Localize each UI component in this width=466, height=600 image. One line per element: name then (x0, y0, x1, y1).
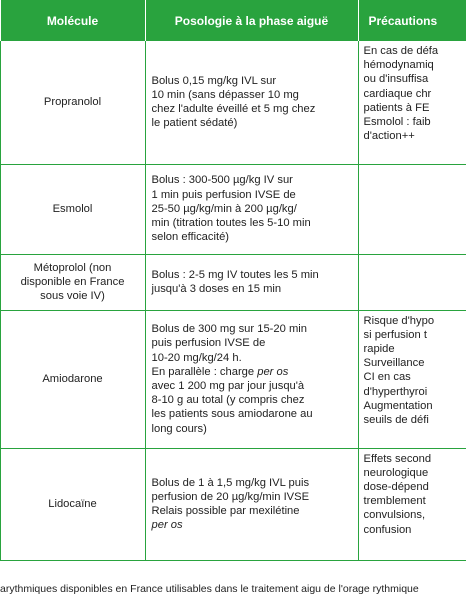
cell-line: Lidocaïne (48, 497, 97, 510)
precautions-cell (358, 164, 466, 254)
cell-line: 1 min puis perfusion IVSE de (151, 188, 296, 201)
dosage-cell (145, 254, 358, 310)
cell-line: Esmolol : faib (363, 116, 431, 129)
cell-line: Bolus 0,15 mg/kg IVL sur (151, 74, 277, 87)
precautions-cell (358, 254, 466, 310)
cell-line: Surveillance (363, 357, 425, 370)
header-molecule: Molécule (0, 0, 145, 41)
precautions-cell (358, 448, 466, 560)
cell-line: cardiaque chr (363, 87, 432, 100)
table-row (0, 448, 466, 560)
cell-line: Risque d'hypo (363, 314, 435, 327)
cell-line: tremblement (363, 495, 426, 508)
table-body (0, 41, 466, 560)
cell-line: Bolus : 2-5 mg IV toutes les 5 min (151, 268, 319, 281)
cell-line: Bolus de 1 à 1,5 mg/kg IVL puis (151, 476, 310, 489)
table-row (0, 41, 466, 164)
cell-line: min (titration toutes les 5-10 min (151, 217, 311, 230)
header-dosage: Posologie à la phase aiguë (145, 0, 358, 41)
cell-line: perfusion de 20 µg/kg/min IVSE (151, 490, 310, 503)
cell-line: puis perfusion IVSE de (151, 337, 266, 350)
cell-line: ou d'insuffisa (363, 73, 429, 86)
molecule-cell (0, 310, 145, 448)
cell-line: le patient sédaté) (151, 117, 238, 130)
table-header-row (0, 0, 466, 41)
dosage-cell (145, 448, 358, 560)
cell-line: si perfusion t (363, 328, 427, 341)
dosage-cell (145, 164, 358, 254)
cell-line: selon efficacité) (151, 231, 230, 244)
cell-line: seuils de défi (363, 413, 429, 426)
cell-line: neurologique (363, 466, 429, 479)
molecule-cell (0, 164, 145, 254)
cell-line: les patients sous amiodarone au (151, 408, 313, 421)
cell-line: Esmolol (52, 202, 93, 215)
cell-line (152, 518, 352, 532)
table-caption: arythmiques disponibles en France utilisables dans le traitement aigu de l'orage rythmique (0, 583, 419, 595)
molecule-cell (0, 448, 145, 560)
italic-text: per os (257, 365, 289, 378)
cell-line: hémodynamiq (363, 59, 434, 72)
cell-line: En parallèle : charge per os (151, 365, 289, 378)
cell-line: Propranolol (43, 96, 102, 109)
cell-line: 8-10 g au total (y compris chez (151, 394, 305, 407)
molecule-cell (0, 254, 145, 310)
cell-line: Métoprolol (non (33, 261, 112, 274)
cell-line: confusion (363, 523, 412, 536)
table-row (0, 310, 466, 448)
cell-line: d'action++ (363, 130, 415, 143)
cell-line: Bolus de 300 mg sur 15-20 min (151, 323, 307, 336)
cell-line: Augmentation (363, 399, 433, 412)
cell-line: patients à FE (363, 101, 430, 114)
cell-line: CI en cas (363, 371, 411, 384)
cell-line: chez l'adulte éveillé et 5 mg chez (151, 103, 316, 116)
dosage-cell (145, 41, 358, 164)
cell-line: avec 1 200 mg par jour jusqu'à (151, 380, 305, 392)
cell-line: 10-20 mg/kg/24 h. (151, 351, 242, 364)
header-precautions: Précautions (358, 0, 466, 41)
molecule-cell (0, 41, 145, 164)
cell-line: sous voie IV) (40, 290, 105, 303)
table-row (0, 164, 466, 254)
cell-line: convulsions, (363, 509, 426, 522)
dosage-cell (145, 310, 358, 448)
precautions-cell (358, 310, 466, 448)
cell-line: long cours) (151, 422, 207, 435)
cell-line: d'hyperthyroi (363, 385, 428, 398)
italic-text: per os (151, 519, 183, 532)
cell-line: Effets second (363, 452, 432, 465)
cell-line: disponible en France (20, 275, 125, 288)
table-row (0, 254, 466, 310)
cell-line: En cas de défa (363, 45, 439, 57)
cell-line: Relais possible par mexilétine (151, 505, 300, 517)
cell-line: 10 min (sans dépasser 10 mg (151, 89, 299, 102)
cell-line: Amiodarone (42, 372, 103, 385)
cell-line: dose-dépend (363, 480, 429, 493)
cell-line: jusqu'à 3 doses en 15 min (151, 283, 282, 295)
cell-line: rapide (363, 342, 395, 355)
precautions-cell (358, 41, 466, 164)
cell-line: Bolus : 300-500 µg/kg IV sur (151, 174, 293, 187)
cell-line: 25-50 µg/kg/min à 200 µg/kg/ (151, 202, 297, 215)
